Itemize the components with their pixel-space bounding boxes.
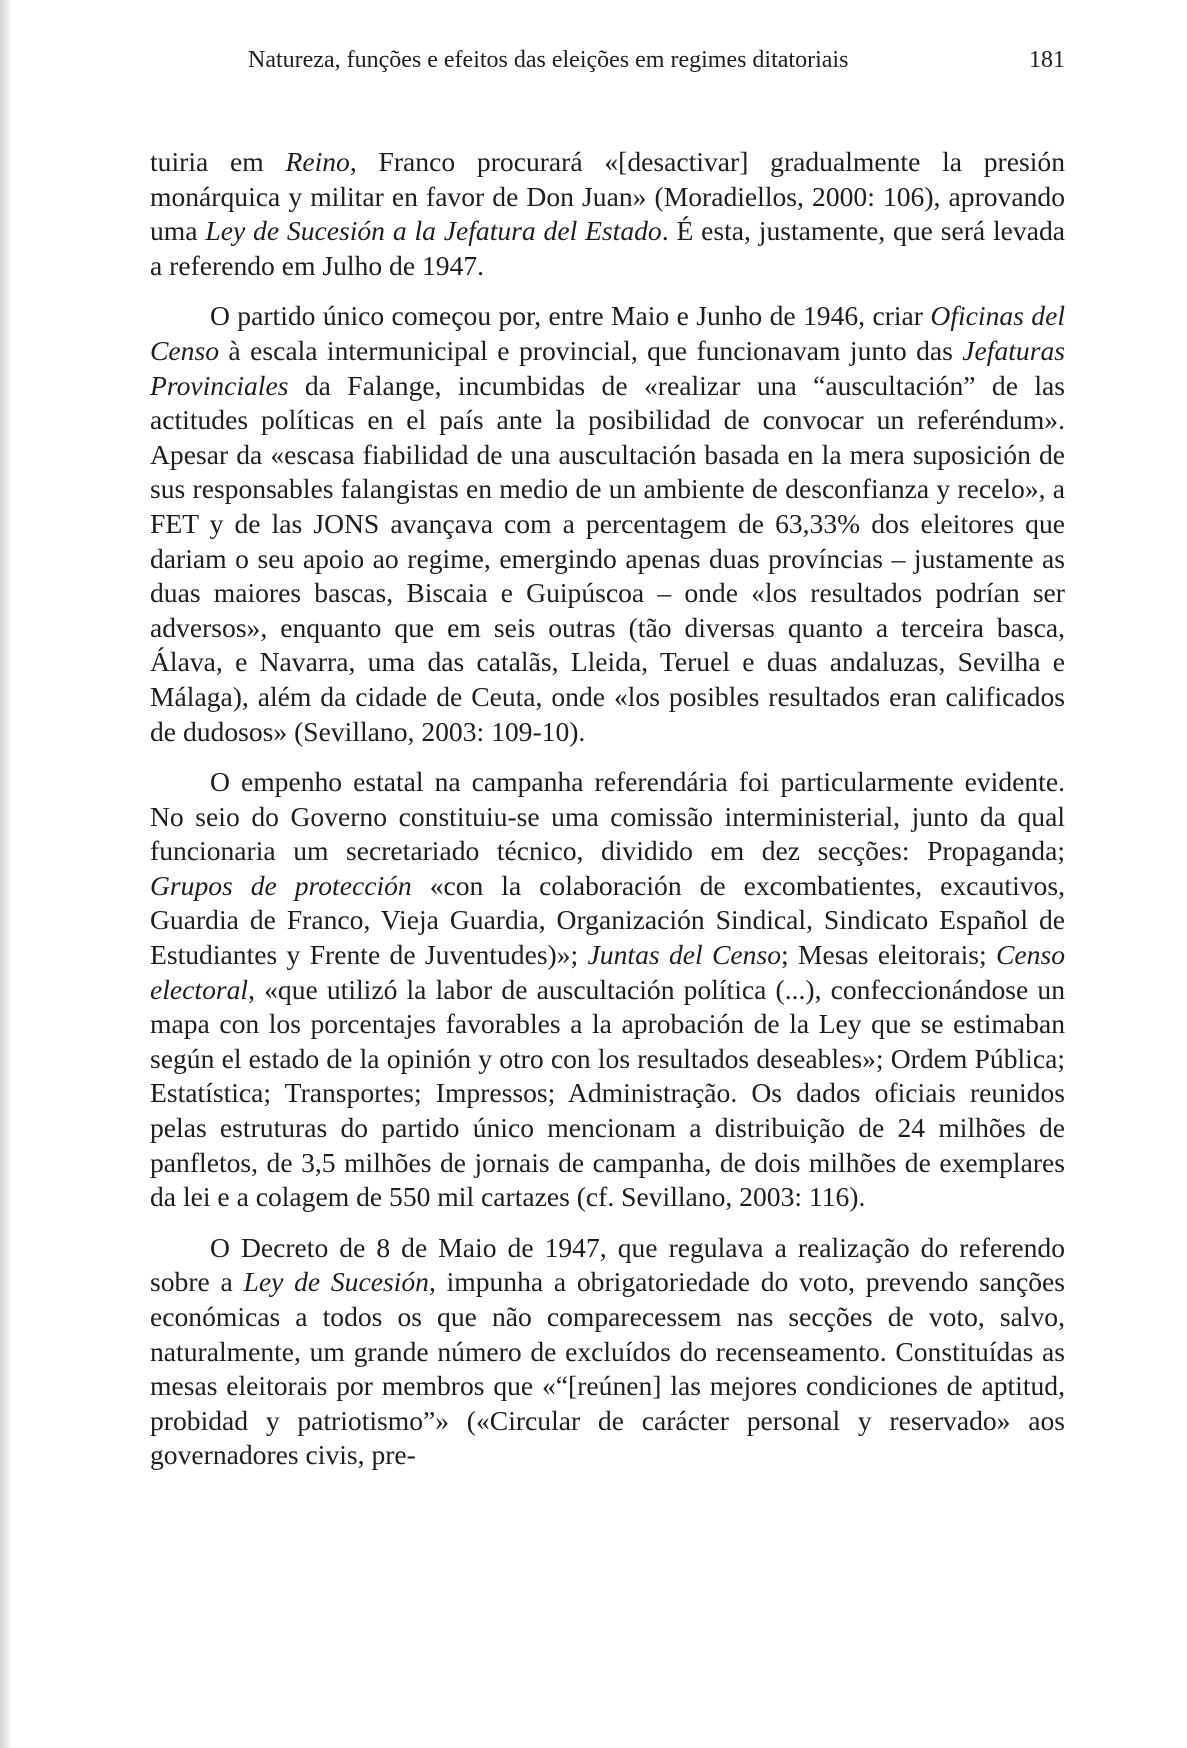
text-run: O Decreto de 8 de Maio de 1947, que regulava a realização do referendo sobre a bbox=[150, 1231, 1065, 1298]
text-run: tuiria em bbox=[150, 146, 286, 177]
page-gutter-shadow bbox=[0, 0, 12, 1748]
text-run: O empenho estatal na campanha referendária foi particularmente evidente. No seio do Governo constituiu-se uma comissão interministerial, junto da qual funcionaria um secretariado técnico, dividido em dez secções: Propaganda; bbox=[150, 766, 1065, 867]
book-page bbox=[150, 40, 1065, 1473]
text-run: O partido único começou por, entre Maio e Junho de 1946, criar bbox=[210, 300, 931, 332]
text-run: , Franco procurará «[desactivar] gradualmente la presión monárquica y militar en favor de Don Juan» (Moradiellos, 2000: 106), aprovando uma bbox=[150, 146, 1065, 247]
paragraph-4 bbox=[150, 1231, 1065, 1473]
text-run: . É esta, justamente, que será levada a referendo em Julho de 1947. bbox=[150, 215, 1065, 281]
text-run: ; Mesas eleitorais; bbox=[781, 939, 997, 971]
italic-text-run: Oficinas del Censo bbox=[150, 300, 1065, 366]
italic-text-run: Censo electoral bbox=[150, 939, 1065, 1005]
page-number: 181 bbox=[1029, 47, 1065, 73]
running-title: Natureza, funções e efeitos das eleições em regimes ditatoriais bbox=[248, 47, 849, 73]
italic-text-run: Jefaturas Provinciales bbox=[150, 334, 1065, 401]
italic-text-run: Ley de Sucesión bbox=[243, 1266, 429, 1298]
italic-text-run: Grupos de protección bbox=[150, 869, 412, 901]
text-run: da Falange, incumbidas de «realizar una “auscultación” de las actitudes políticas en el país ante la posibilidad de convocar un referéndum». Apesar da «escasa fiabilidad de una auscultación basada en la mera suposición de sus responsables falangistas en medio de un ambiente de desconfianza y recelo», a FET y de las JONS avançava com a percentagem de 63,33% dos eleitores que dariam o seu apoio ao regime, emergindo apenas duas províncias – justamente as duas maiores bascas, Biscaia e Guipúscoa – onde «los resultados podrían ser adversos», enquanto que em seis outras (tão diversas quanto a terceira basca, Álava, e Navarra, uma das catalãs, Lleida, Teruel e duas andaluzas, Sevilha e Málaga), além da cidade de Ceuta, onde «los posibles resultados eran calificados de dudosos» (Sevillano, 2003: 109-10). bbox=[150, 369, 1065, 747]
text-run: , «que utilizó la labor de auscultación política (...), confeccionándose un mapa con los porcentajes favorables a la aprobación de la Ley que se estimaban según el estado de la opinión y otro con los resultados deseables»; Ordem Pública; Estatística; Transportes; Impressos; Administração. Os dados oficiais reunidos pelas estruturas do partido único mencionam a distribuição de 24 milhões de panfletos, de 3,5 milhões de jornais de campanha, de dois milhões de exemplares da lei e a colagem de 550 mil cartazes (cf. Sevillano, 2003: 116). bbox=[150, 973, 1065, 1213]
paragraph-2 bbox=[150, 299, 1065, 749]
running-head bbox=[150, 40, 1065, 80]
italic-text-run: Ley de Sucesión a la Jefatura del Estado bbox=[205, 215, 662, 247]
paragraph-3 bbox=[150, 765, 1065, 1215]
paragraph-1 bbox=[150, 145, 1065, 283]
text-run: «con la colaboración de excombatientes, excautivos, Guardia de Franco, Vieja Guardia, Organización Sindical, Sindicato Español de Estudiantes y Frente de Juventudes)»; bbox=[150, 869, 1065, 971]
text-run: à escala intermunicipal e provincial, que funcionavam junto das bbox=[218, 334, 963, 366]
italic-text-run: Reino bbox=[285, 146, 350, 177]
text-run: , impunha a obrigatoriedade do voto, prevendo sanções económicas a todos os que não comparecessem nas secções de voto, salvo, naturalmente, um grande número de excluídos do recenseamento. Constituídas as mesas eleitorais por membros que «“[reúnen] las mejores condiciones de aptitud, probidad y patriotismo”» («Circular de carácter personal y reservado» aos governadores civis, pre- bbox=[150, 1266, 1065, 1471]
italic-text-run: Juntas del Censo bbox=[587, 939, 781, 971]
body-text bbox=[150, 145, 1065, 1473]
